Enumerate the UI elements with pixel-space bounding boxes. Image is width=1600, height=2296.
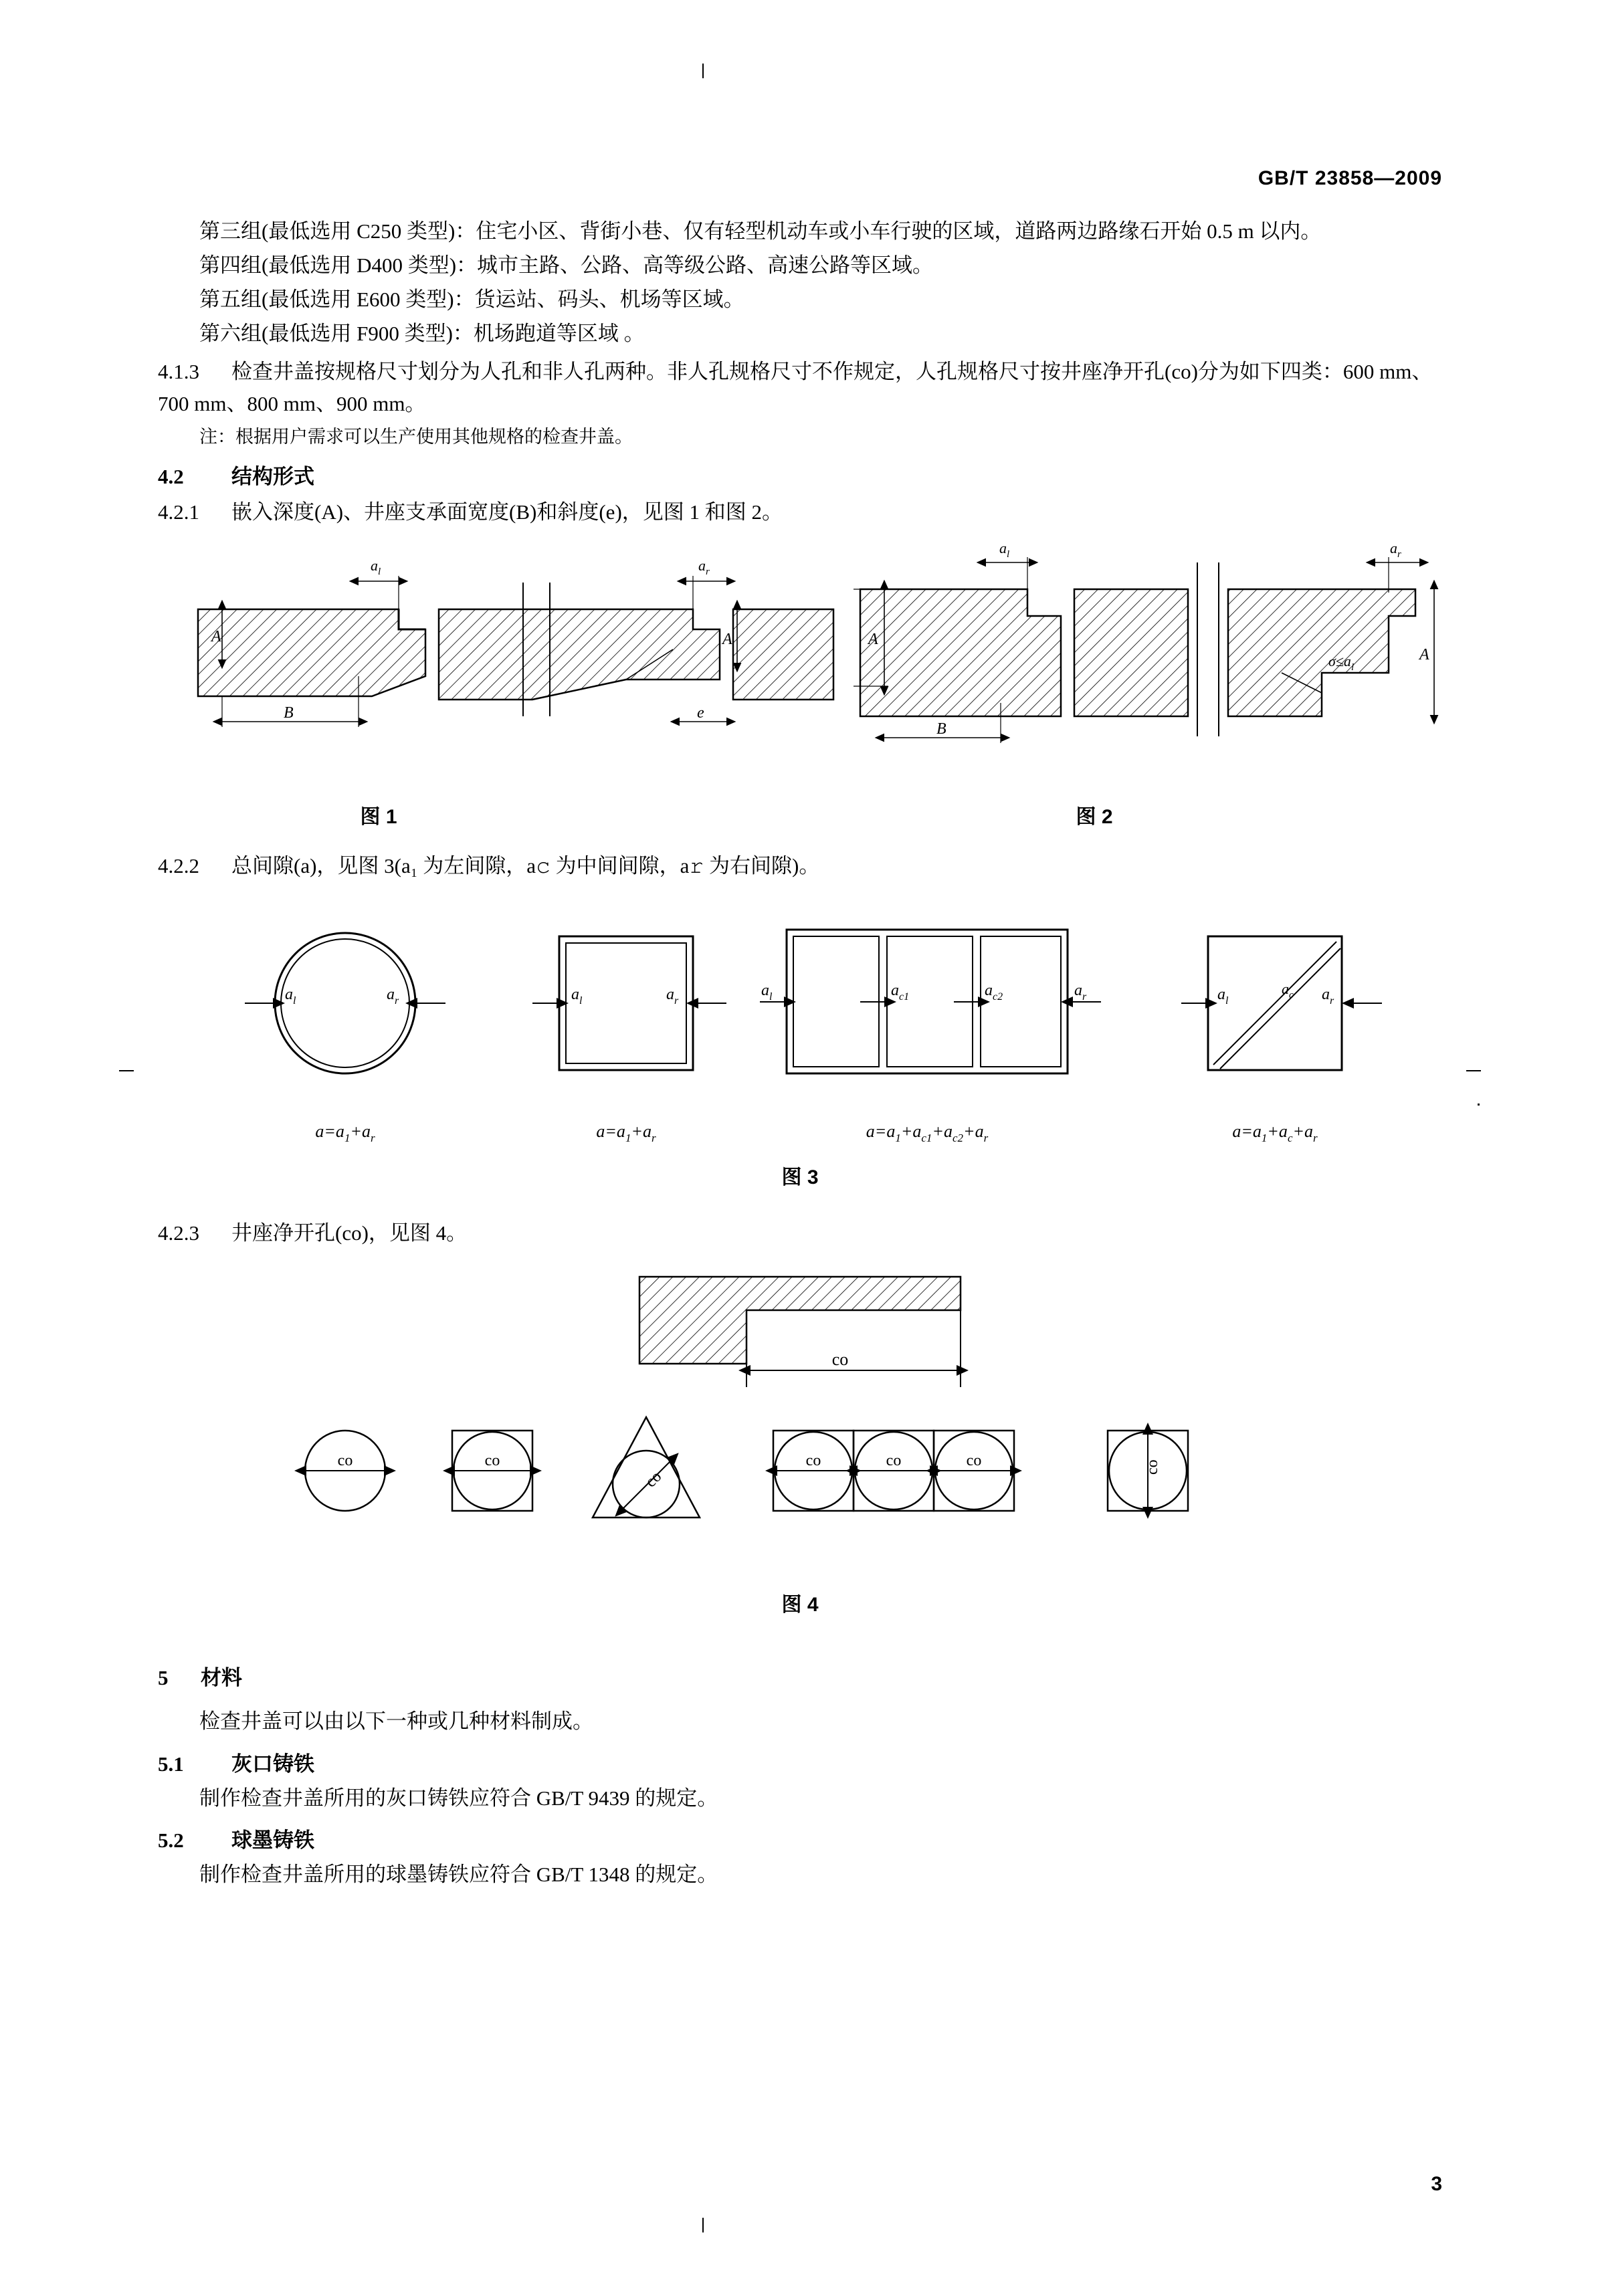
section-5-2-number: 5.2 bbox=[158, 1828, 184, 1852]
clause-4-2-2-number: 4.2.2 bbox=[158, 854, 199, 878]
svg-text:e: e bbox=[697, 704, 704, 722]
section-5-1 bbox=[158, 1747, 1442, 1777]
paragraph-group5: 第五组(最低选用 E600 类型)：货运站、码头、机场等区域。 bbox=[199, 288, 744, 312]
figure-4-block bbox=[158, 1263, 1442, 1638]
clause-4-2-3-number: 4.2.3 bbox=[158, 1221, 199, 1245]
svg-text:co: co bbox=[1144, 1459, 1161, 1475]
section-4-2-number: 4.2 bbox=[158, 465, 184, 489]
paragraph-group4: 第四组(最低选用 D400 类型)：城市主路、公路、高等级公路、高速公路等区域。 bbox=[199, 253, 934, 278]
figure-1-and-2-drawing bbox=[158, 542, 1442, 843]
section-5-title: 材料 bbox=[201, 1666, 242, 1690]
page-number: 3 bbox=[1431, 2173, 1442, 2195]
svg-text:ar: $a_r$ bbox=[666, 986, 679, 1007]
svg-text:图 2: 图 2 bbox=[1076, 806, 1113, 829]
crop-mark-right bbox=[1466, 1070, 1481, 1071]
svg-text:al: $a_l$ bbox=[999, 542, 1010, 560]
svg-text:a=a1+ac+ar: $a=a_1+a_c+a_r$ bbox=[1232, 1122, 1318, 1145]
crop-mark-top bbox=[702, 64, 704, 78]
svg-text:图 1: 图 1 bbox=[360, 806, 397, 829]
svg-text:ar: $a_r$ bbox=[387, 986, 399, 1007]
svg-text:B: B bbox=[284, 704, 294, 722]
svg-text:图 4: 图 4 bbox=[781, 1594, 819, 1616]
svg-text:co: co bbox=[337, 1452, 353, 1470]
svg-text:al: $a_l$ bbox=[761, 982, 773, 1003]
section-5-1-title: 灰口铸铁 bbox=[231, 1752, 314, 1776]
svg-text:A: A bbox=[868, 631, 878, 649]
svg-text:co: co bbox=[831, 1350, 849, 1370]
svg-text:a=a1+ar: $a=a_1+a_r$ bbox=[315, 1122, 375, 1145]
svg-text:B: B bbox=[936, 720, 946, 738]
svg-text:co: co bbox=[966, 1452, 982, 1470]
clause-4-1-3-number: 4.1.3 bbox=[158, 360, 199, 384]
section-5-number: 5 bbox=[158, 1666, 169, 1690]
crop-mark-right-dot bbox=[1478, 1104, 1480, 1106]
figure-1-2-block bbox=[158, 542, 1442, 843]
svg-text:al: $a_l$ bbox=[1217, 986, 1229, 1007]
clause-4-2-1 bbox=[158, 496, 1442, 528]
section-4-2-title: 结构形式 bbox=[231, 465, 314, 489]
svg-text:ar: $a_r$ bbox=[1322, 986, 1334, 1007]
note-4-1-3: 注：根据用户需求可以生产使用其他规格的检查井盖。 bbox=[199, 426, 633, 447]
crop-mark-left bbox=[119, 1070, 134, 1071]
section-5 bbox=[158, 1661, 1442, 1691]
svg-text:ac2: $a_{c2}$ bbox=[985, 982, 1003, 1003]
clause-4-1-3-text: 检查井盖按规格尺寸划分为人孔和非人孔两种。非人孔规格尺寸不作规定，人孔规格尺寸按井座净开孔(co)分为如下四类：600 mm、700 mm、800 mm、900 mm。 bbox=[158, 360, 1433, 415]
paragraph-5-1: 制作检查井盖所用的灰口铸铁应符合 GB/T 9439 的规定。 bbox=[199, 1786, 718, 1810]
svg-text:ar: $a_r$ bbox=[1074, 982, 1087, 1003]
svg-text:a=a1+ar: $a=a_1+a_r$ bbox=[596, 1122, 656, 1145]
svg-text:ac1: $a_{c1}$ bbox=[891, 982, 910, 1003]
svg-text:σ≤al: $\sigma\le a_l$ bbox=[1328, 653, 1355, 673]
paragraph-materials: 检查井盖可以由以下一种或几种材料制成。 bbox=[199, 1709, 593, 1734]
svg-text:al: $a_l$ bbox=[285, 986, 296, 1007]
standard-code-header: GB/T 23858—2009 bbox=[1258, 167, 1442, 189]
svg-text:co: co bbox=[886, 1452, 902, 1470]
svg-text:al: $a_l$ bbox=[571, 986, 583, 1007]
svg-text:co: co bbox=[641, 1468, 666, 1491]
svg-text:ar: $a_r$ bbox=[1390, 542, 1401, 560]
crop-mark-bottom bbox=[702, 2218, 704, 2232]
svg-text:co: co bbox=[484, 1452, 500, 1470]
svg-text:A: A bbox=[722, 631, 732, 649]
figure-3-block bbox=[158, 896, 1442, 1211]
figure-3-drawing bbox=[158, 896, 1442, 1211]
clause-4-2-3 bbox=[158, 1217, 1442, 1249]
figure-4-drawing bbox=[158, 1263, 1442, 1638]
svg-text:ac: $a_c$ bbox=[1282, 980, 1294, 1001]
paragraph-5-2: 制作检查井盖所用的球墨铸铁应符合 GB/T 1348 的规定。 bbox=[199, 1862, 718, 1886]
section-5-2 bbox=[158, 1823, 1442, 1853]
svg-text:A: A bbox=[1419, 646, 1429, 664]
svg-text:图 3: 图 3 bbox=[781, 1166, 819, 1189]
clause-4-2-2-text: 总间隙(a)，见图 3(a₁ 为左间隙，a𝚌 为中间间隙，a𝚛 为右间隙)。 bbox=[231, 854, 820, 878]
section-5-1-number: 5.1 bbox=[158, 1752, 184, 1776]
clause-4-1-3 bbox=[158, 356, 1442, 419]
section-4-2 bbox=[158, 459, 1442, 490]
page-content bbox=[158, 167, 1442, 1893]
svg-text:A: A bbox=[211, 628, 221, 646]
svg-text:ar: $a_r$ bbox=[698, 557, 710, 578]
clause-4-2-1-text: 嵌入深度(A)、井座支承面宽度(B)和斜度(e)，见图 1 和图 2。 bbox=[231, 500, 783, 524]
clause-4-2-1-number: 4.2.1 bbox=[158, 500, 199, 524]
clause-4-2-3-text: 井座净开孔(co)，见图 4。 bbox=[231, 1221, 468, 1245]
clause-4-2-2 bbox=[158, 850, 1442, 881]
svg-text:a=a1+ac1+ac2+ar: $a=a_1+a_{c1}+a_{c2}+a_r$ bbox=[866, 1122, 989, 1145]
paragraph-group6: 第六组(最低选用 F900 类型)：机场跑道等区域 。 bbox=[199, 322, 645, 346]
svg-text:al: $a_l$ bbox=[371, 557, 381, 578]
section-5-2-title: 球墨铸铁 bbox=[231, 1828, 314, 1852]
svg-text:co: co bbox=[805, 1452, 821, 1470]
paragraph-group3: 第三组(最低选用 C250 类型)：住宅小区、背街小巷、仅有轻型机动车或小车行驶的区域，道路两边路缘石开始 0.5 m 以内。 bbox=[199, 219, 1322, 243]
